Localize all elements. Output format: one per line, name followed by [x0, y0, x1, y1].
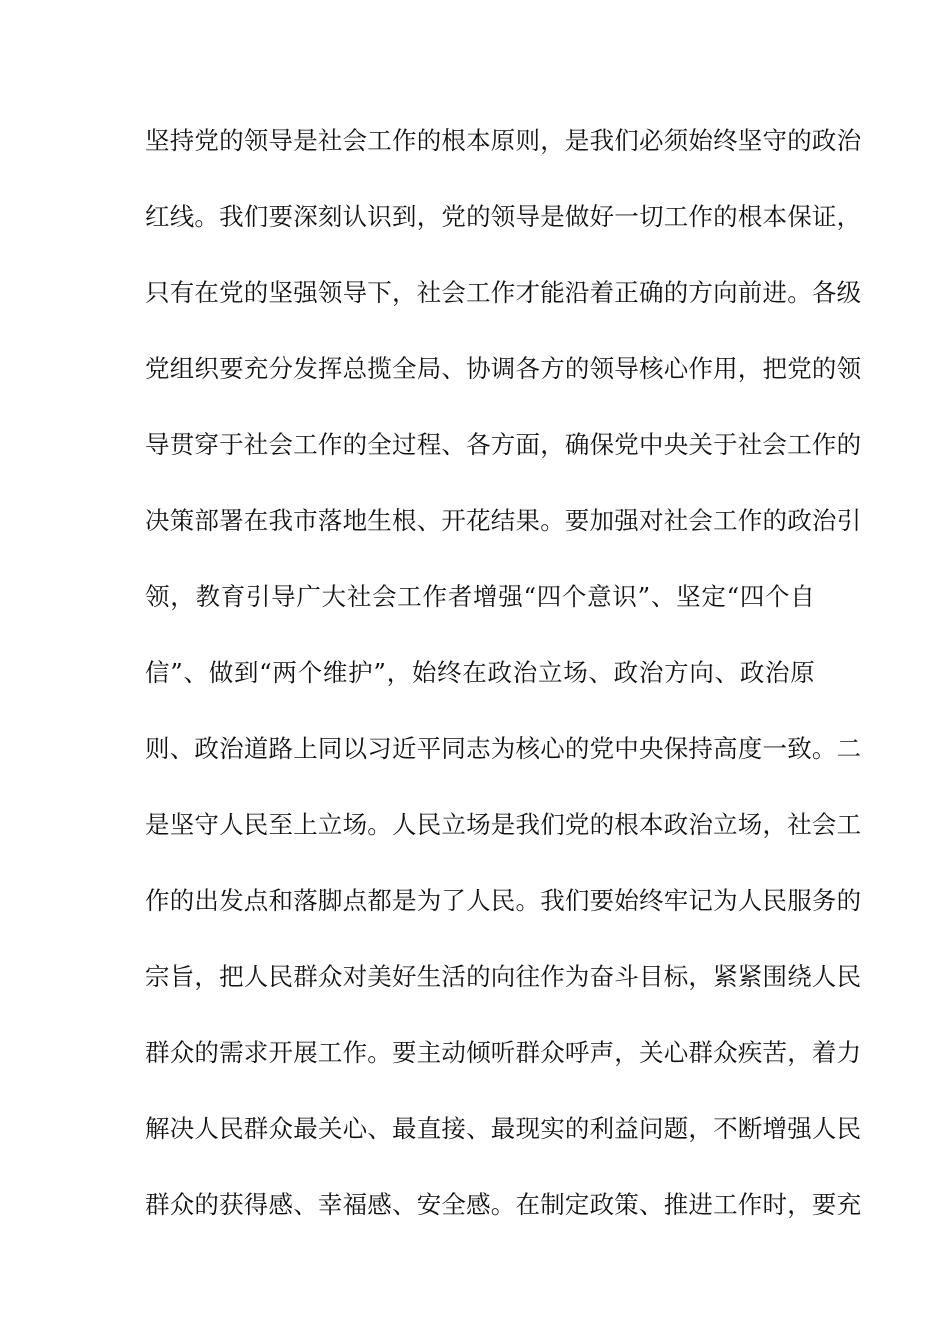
- text-line-11: 作的出发点和落脚点都是为了人民。我们要始终牢记为人民服务的: [145, 886, 862, 915]
- text-line-9: 则、政治道路上同以习近平同志为核心的党中央保持高度一致。二: [145, 734, 862, 763]
- text-line-6: 决策部署在我市落地生根、开花结果。要加强对社会工作的政治引: [145, 506, 862, 535]
- text-line-8: 信”、做到“两个维护”，始终在政治立场、政治方向、政治原: [145, 658, 815, 687]
- text-line-4: 党组织要充分发挥总揽全局、协调各方的领导核心作用，把党的领: [145, 354, 862, 383]
- text-line-5: 导贯穿于社会工作的全过程、各方面，确保党中央关于社会工作的: [145, 430, 862, 459]
- text-line-15: 群众的获得感、幸福感、安全感。在制定政策、推进工作时，要充: [145, 1190, 862, 1219]
- body-text: [145, 118, 862, 1258]
- text-line-10: 是坚守人民至上立场。人民立场是我们党的根本政治立场，社会工: [145, 810, 862, 839]
- text-line-12: 宗旨，把人民群众对美好生活的向往作为奋斗目标，紧紧围绕人民: [145, 962, 862, 991]
- text-line-7: 领，教育引导广大社会工作者增强“四个意识”、坚定“四个自: [145, 582, 815, 611]
- text-line-2: 红线。我们要深刻认识到，党的领导是做好一切工作的根本保证，: [145, 202, 862, 231]
- text-line-13: 群众的需求开展工作。要主动倾听群众呼声，关心群众疾苦，着力: [145, 1038, 862, 1067]
- text-line-1: 坚持党的领导是社会工作的根本原则，是我们必须始终坚守的政治: [145, 126, 862, 155]
- text-line-14: 解决人民群众最关心、最直接、最现实的利益问题，不断增强人民: [145, 1114, 862, 1143]
- text-line-3: 只有在党的坚强领导下，社会工作才能沿着正确的方向前进。各级: [145, 278, 862, 307]
